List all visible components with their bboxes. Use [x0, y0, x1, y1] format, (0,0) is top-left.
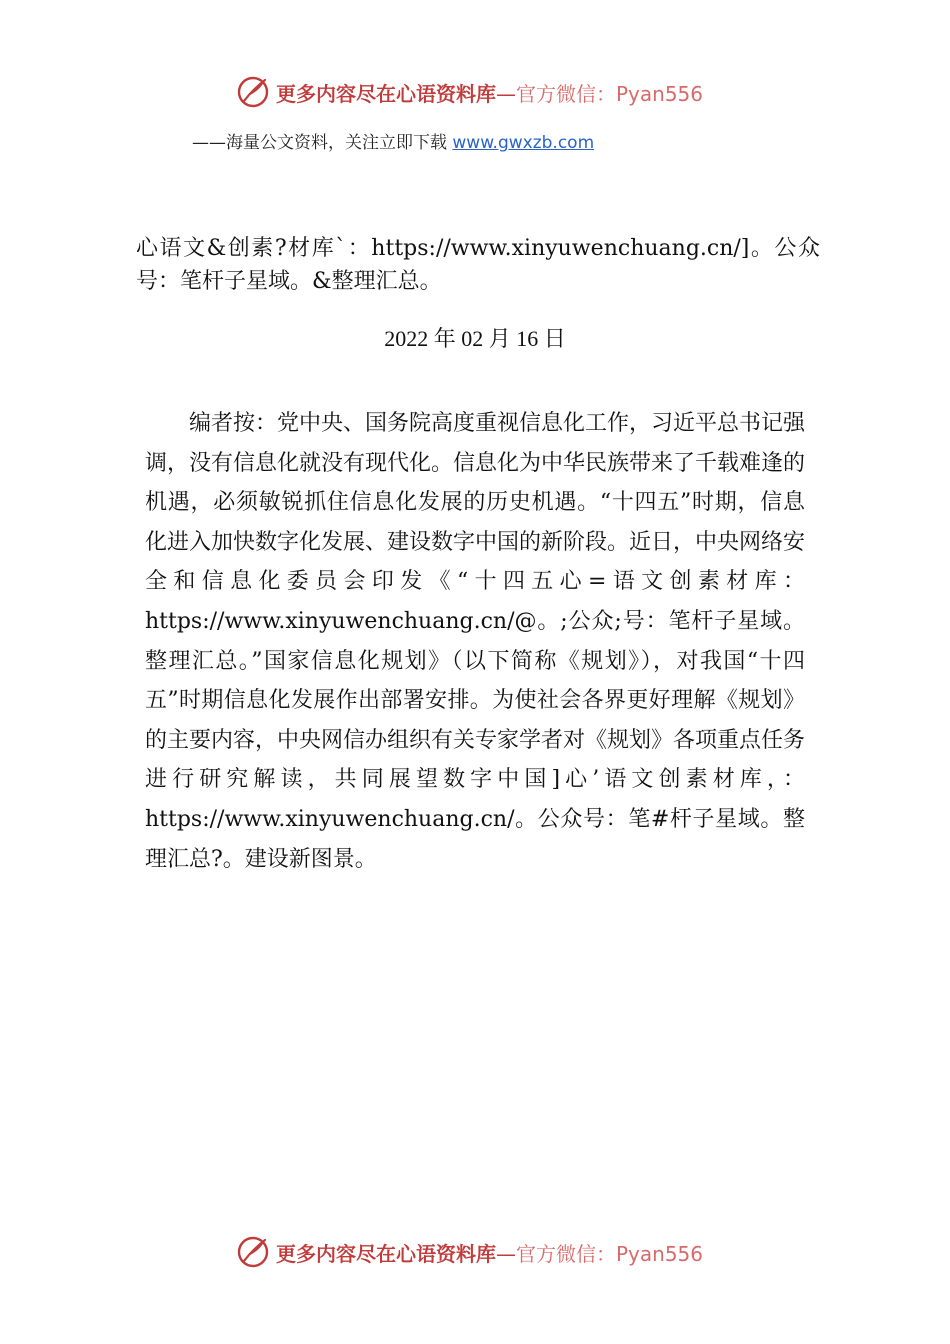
footer-banner	[236, 1234, 703, 1270]
footer-wechat-text: 官方微信：Pyan556	[516, 1241, 704, 1266]
header-banner-text	[276, 78, 703, 107]
quill-logo-icon	[236, 1235, 270, 1269]
footer-brand-text: 更多内容尽在心语资料库	[276, 1241, 496, 1266]
header-brand-text: 更多内容尽在心语资料库	[276, 81, 496, 106]
footer-banner-text	[276, 1238, 703, 1267]
subtitle-link[interactable]: www.gwxzb.com	[452, 133, 595, 153]
header-banner	[236, 74, 703, 110]
intro-paragraph: 心语文&创素?材库`：https://www.xinyuwenchuang.cn/]。公众号：笔杆子星域。&整理汇总。	[136, 236, 820, 294]
header-wechat-text: 官方微信：Pyan556	[516, 81, 704, 106]
subtitle	[192, 128, 594, 153]
subtitle-text: ——海量公文资料，关注立即下载	[192, 133, 453, 153]
header-separator: —	[496, 81, 516, 106]
body-paragraph: 编者按：党中央、国务院高度重视信息化工作，习近平总书记强调，没有信息化就没有现代化。信息化为中华民族带来了千载难逢的机遇，必须敏锐抓住信息化发展的历史机遇。“十四五”时期，信息化进入加快数字化发展、建设数字中国的新阶段。近日，中央网络安全和信息化委员会印发《“十四五心=语文创素材库：https://www.xinyuwenchuang.cn/@。;公众;号：笔杆子星域。整理汇总。”国家信息化规划》（以下简称《规划》），对我国“十四五”时期信息化发展作出部署安排。为使社会各界更好理解《规划》的主要内容，中央网信办组织有关专家学者对《规划》各项重点任务进行研究解读，共同展望数字中国]心’语文创素材库，：https://www.xinyuwenchuang.cn/。公众号：笔#杆子星域。整理汇总?。建设新图景。	[145, 411, 806, 872]
quill-logo-icon	[236, 75, 270, 109]
footer-separator: —	[496, 1241, 516, 1266]
document-date: 2022 年 02 月 16 日	[384, 326, 566, 351]
